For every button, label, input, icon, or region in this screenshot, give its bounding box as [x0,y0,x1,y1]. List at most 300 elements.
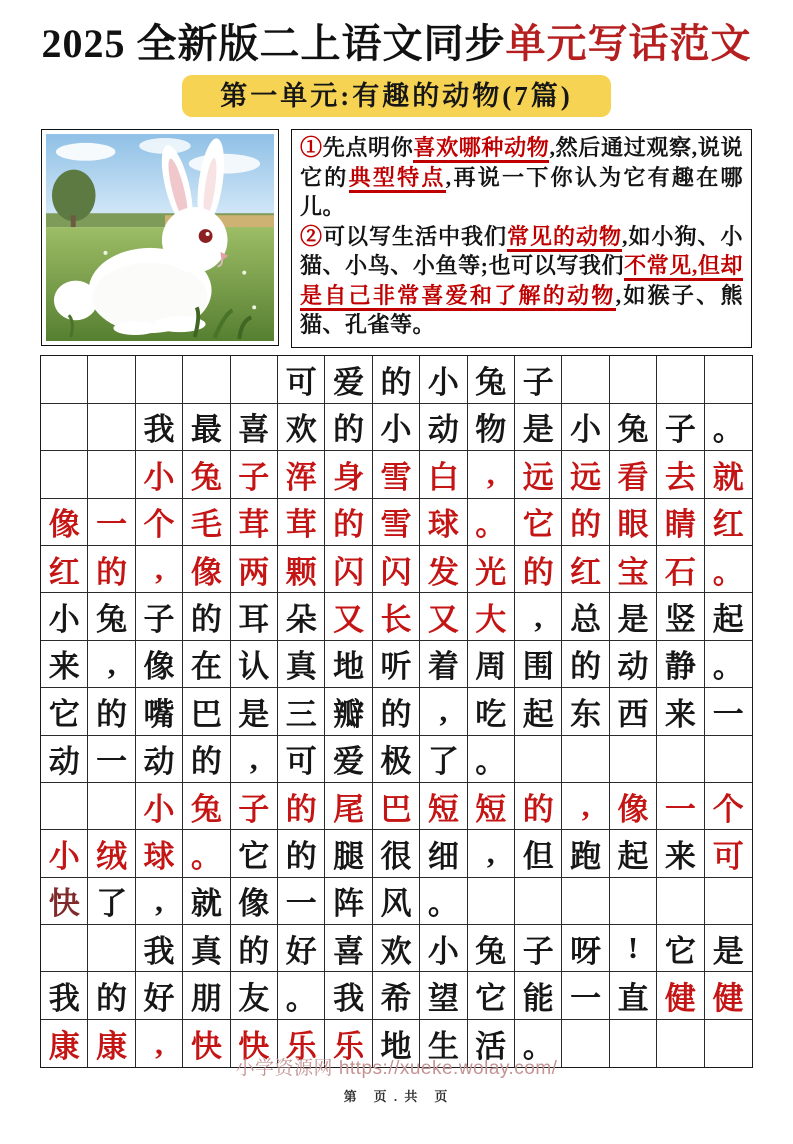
grid-cell [183,641,230,688]
grid-cell [325,783,372,830]
grid-character: , [155,1025,163,1061]
grid-character: 像 [48,507,80,543]
grid-cell [420,356,467,403]
grid-cell [88,593,135,640]
grid-character: 白 [427,459,459,495]
grid-character: 子 [238,791,270,827]
grid-character: 喜 [238,412,270,448]
grid-character: 跑 [570,838,602,874]
grid-cell [183,356,230,403]
grid-character: , [486,835,495,871]
instruction-text: 可以写生活中我们 [323,223,507,249]
grid-character: 闪 [380,554,412,590]
grid-character: 好 [143,981,175,1017]
grid-character: 欢 [380,933,412,969]
grid-cell [610,688,657,735]
grid-character: 了 [96,886,128,922]
grid-character: 远 [522,459,554,495]
grid-character: 希 [380,981,412,1017]
grid-character: , [534,598,543,634]
grid-character: 子 [238,459,270,495]
grid-cell [515,499,562,546]
grid-cell [88,878,135,925]
grid-cell [88,641,135,688]
rabbit-photo [41,129,279,346]
watermark-text: 小学资源网 https://xueke.wolay.com/ [235,1058,558,1080]
grid-character: 兔 [190,791,222,827]
grid-cell [610,878,657,925]
grid-character: 可 [712,838,744,874]
grid-cell [468,878,515,925]
grid-character: 乐 [285,1029,317,1065]
grid-character: 着 [427,649,459,685]
grid-cell [41,783,88,830]
grid-cell [136,499,183,546]
grid-character: 它 [664,933,696,969]
grid-character: , [107,645,116,681]
grid-character: 。 [522,1029,554,1065]
grid-cell [468,451,515,498]
grid-cell [88,546,135,593]
grid-cell [515,972,562,1019]
grid-character: 闪 [333,554,365,590]
grid-cell [373,499,420,546]
grid-character: 起 [617,838,649,874]
grid-character: 细 [427,838,459,874]
grid-cell [325,830,372,877]
grid-cell [278,783,325,830]
grid-cell [231,783,278,830]
grid-character: 物 [475,412,507,448]
grid-character: 看 [617,459,649,495]
grid-cell [373,972,420,1019]
grid-cell [41,404,88,451]
grid-character: 认 [238,649,270,685]
grid-character: 动 [143,744,175,780]
grid-cell [373,830,420,877]
grid-cell [373,546,420,593]
grid-cell [325,688,372,735]
grid-cell [468,925,515,972]
grid-cell [183,736,230,783]
grid-character: 毛 [190,507,222,543]
grid-character: 好 [285,933,317,969]
grid-cell [183,783,230,830]
page-title [0,22,793,66]
grid-cell [373,641,420,688]
grid-character: 像 [238,886,270,922]
grid-cell [278,593,325,640]
grid-character: 康 [48,1029,80,1065]
grid-character: 子 [143,602,175,638]
grid-cell [515,783,562,830]
grid-cell [420,688,467,735]
grid-cell [657,546,704,593]
grid-cell [373,783,420,830]
grid-cell [657,641,704,688]
grid-character: 乐 [333,1029,365,1065]
grid-cell [705,499,752,546]
grid-cell [705,593,752,640]
grid-character: , [439,693,448,729]
grid-cell [420,925,467,972]
grid-cell [373,356,420,403]
grid-character: 瓣 [333,696,365,732]
grid-cell [562,546,609,593]
instruction-text: ,如猴子、熊猫、孔雀等。 [300,282,743,338]
grid-character: 喜 [333,933,365,969]
title-black-part: 2025 全新版二上语文同步 [41,21,506,66]
grid-cell [468,546,515,593]
grid-character: 一 [96,507,128,543]
grid-cell [136,878,183,925]
grid-character: 红 [48,554,80,590]
grid-character: 是 [617,602,649,638]
grid-character: 宝 [617,554,649,590]
grid-cell [278,878,325,925]
grid-character: 球 [427,507,459,543]
grid-character: 的 [522,554,554,590]
grid-character: 眼 [617,507,649,543]
grid-cell [705,783,752,830]
grid-character: 我 [143,412,175,448]
grid-character: 子 [522,933,554,969]
grid-cell [136,404,183,451]
grid-cell [705,878,752,925]
grid-character: 朋 [190,981,222,1017]
grid-cell [657,688,704,735]
grid-character: 生 [427,1029,459,1065]
grid-character: 子 [522,365,554,401]
grid-cell [373,593,420,640]
grid-cell [468,356,515,403]
grid-cell [136,688,183,735]
grid-character: 可 [285,744,317,780]
grid-cell [183,878,230,925]
grid-character: 了 [427,744,459,780]
grid-cell [88,972,135,1019]
grid-cell [136,356,183,403]
grid-character: 听 [380,649,412,685]
grid-cell [231,878,278,925]
grid-cell [278,736,325,783]
grid-cell [515,878,562,925]
grid-character: 茸 [238,507,270,543]
grid-cell [183,593,230,640]
grid-character: 。 [712,554,744,590]
grid-cell [420,546,467,593]
grid-character: 来 [664,696,696,732]
grid-cell [373,878,420,925]
grid-character: 的 [380,696,412,732]
grid-character: 绒 [96,838,128,874]
grid-cell [468,830,515,877]
grid-cell [705,688,752,735]
writing-grid [40,355,753,1068]
grid-cell [610,783,657,830]
grid-character: , [155,882,163,918]
grid-cell [705,830,752,877]
grid-character: 快 [48,886,80,922]
grid-cell [136,925,183,972]
grid-character: 的 [190,744,222,780]
grid-character: 。 [427,886,459,922]
grid-character: 小 [143,791,175,827]
grid-cell [705,641,752,688]
grid-character: 地 [333,649,365,685]
grid-cell [562,736,609,783]
grid-cell [41,830,88,877]
grid-character: 健 [664,981,696,1017]
grid-character: 吃 [475,696,507,732]
grid-cell [41,356,88,403]
grid-cell [41,972,88,1019]
grid-character: 的 [96,981,128,1017]
grid-cell [136,641,183,688]
grid-cell [420,593,467,640]
grid-cell [231,593,278,640]
grid-character: 竖 [664,602,696,638]
grid-cell [610,972,657,1019]
grid-cell [420,878,467,925]
grid-cell [657,451,704,498]
grid-cell [610,404,657,451]
instruction-paragraph [300,222,743,340]
grid-cell [183,688,230,735]
grid-cell [657,830,704,877]
grid-cell [610,925,657,972]
grid-cell [325,546,372,593]
grid-cell [610,830,657,877]
grid-cell [231,546,278,593]
grid-character: 动 [427,412,459,448]
grid-character: 真 [285,649,317,685]
grid-character: 。 [475,744,507,780]
grid-character: 但 [522,838,554,874]
grid-character: , [249,740,258,776]
grid-cell [610,641,657,688]
grid-character: 小 [48,838,80,874]
grid-cell [705,736,752,783]
grid-cell [468,641,515,688]
grid-character: , [486,456,495,492]
grid-cell [610,546,657,593]
grid-character: 的 [285,791,317,827]
grid-cell [705,451,752,498]
grid-cell [468,783,515,830]
grid-character: 兔 [190,459,222,495]
grid-cell [515,641,562,688]
grid-cell [41,451,88,498]
grid-character: 风 [380,886,412,922]
grid-cell [657,783,704,830]
grid-character: 很 [380,838,412,874]
grid-character: 来 [664,838,696,874]
grid-cell [515,736,562,783]
grid-character: 的 [380,365,412,401]
grid-cell [88,830,135,877]
grid-cell [373,925,420,972]
grid-cell [705,972,752,1019]
grid-character: 动 [48,744,80,780]
grid-cell [183,404,230,451]
grid-cell [325,925,372,972]
grid-character: 的 [96,696,128,732]
grid-character: 身 [333,459,365,495]
grid-character: 像 [190,554,222,590]
grid-character: 长 [380,602,412,638]
grid-cell [231,404,278,451]
grid-cell [41,499,88,546]
grid-cell [278,830,325,877]
grid-character: 。 [285,981,317,1017]
grid-cell [136,593,183,640]
grid-character: 就 [190,886,222,922]
grid-character: 它 [522,507,554,543]
grid-cell [88,499,135,546]
grid-cell [41,925,88,972]
grid-cell [183,499,230,546]
grid-character: 巴 [190,696,222,732]
grid-character: 最 [190,412,222,448]
grid-cell [325,736,372,783]
grid-cell [325,593,372,640]
grid-character: 茸 [285,507,317,543]
grid-cell [278,404,325,451]
grid-cell [373,451,420,498]
grid-character: 是 [522,412,554,448]
instruction-text: 先点明你 [322,135,414,161]
grid-character: 友 [238,981,270,1017]
grid-character: 地 [380,1029,412,1065]
grid-character: 它 [238,838,270,874]
grid-character: 东 [570,696,602,732]
grid-character: 它 [48,696,80,732]
grid-cell [136,736,183,783]
grid-character: 极 [380,744,412,780]
grid-cell [231,688,278,735]
grid-cell [468,593,515,640]
grid-cell [468,972,515,1019]
grid-character: 我 [143,933,175,969]
grid-character: 红 [570,554,602,590]
grid-cell [183,546,230,593]
grid-character: 起 [522,696,554,732]
grid-character: 爱 [333,365,365,401]
grid-cell [705,546,752,593]
grid-character: 颗 [285,554,317,590]
grid-character: 它 [475,981,507,1017]
grid-cell [705,925,752,972]
grid-character: 浑 [285,459,317,495]
grid-character: 睛 [664,507,696,543]
grid-character: 快 [238,1029,270,1065]
grid-cell [420,499,467,546]
grid-cell [88,688,135,735]
grid-character: 雪 [380,507,412,543]
grid-character: 去 [664,459,696,495]
grid-cell [515,404,562,451]
grid-character: 是 [238,696,270,732]
grid-character: 。 [712,412,744,448]
grid-character: 的 [570,649,602,685]
grid-character: 起 [712,602,744,638]
grid-character: 腿 [333,838,365,874]
grid-character: 的 [96,554,128,590]
grid-cell [231,925,278,972]
grid-character: 来 [48,649,80,685]
grid-cell [278,499,325,546]
instruction-highlight: 常见的动物 [507,224,622,252]
grid-character: 嘴 [143,696,175,732]
instruction-paragraph [300,133,743,222]
grid-cell [562,972,609,1019]
grid-cell [88,736,135,783]
grid-cell [562,830,609,877]
grid-cell [420,404,467,451]
grid-cell [657,878,704,925]
writing-tips-box [291,129,752,348]
grid-character: 欢 [285,412,317,448]
grid-character: 动 [617,649,649,685]
grid-character: 是 [712,933,744,969]
grid-cell [610,356,657,403]
grid-character: 兔 [96,602,128,638]
grid-character: 健 [712,981,744,1017]
grid-character: 西 [617,696,649,732]
grid-cell [231,641,278,688]
grid-character: 能 [522,981,554,1017]
grid-cell [41,546,88,593]
grid-cell [373,736,420,783]
grid-cell [88,783,135,830]
grid-character: 小 [380,412,412,448]
grid-character: 小 [143,459,175,495]
grid-character: 就 [712,459,744,495]
grid-character: 个 [143,507,175,543]
instruction-text: ,然后通过观察,说说它的 [300,135,743,190]
grid-character: 光 [475,554,507,590]
grid-character: 一 [570,981,602,1017]
subtitle-row [0,75,793,117]
grid-character: 短 [427,791,459,827]
grid-cell [562,925,609,972]
grid-cell [278,688,325,735]
grid-cell [231,499,278,546]
grid-character: , [581,788,590,824]
grid-character: 我 [333,981,365,1017]
grid-character: 阵 [333,886,365,922]
grid-cell [515,546,562,593]
grid-character: 在 [190,649,222,685]
grid-cell [325,878,372,925]
grid-cell [420,783,467,830]
grid-character: 尾 [333,791,365,827]
grid-cell [705,356,752,403]
grid-cell [468,736,515,783]
instruction-text: ,如小狗、小猫、小鸟、小鱼等;也可以写我们 [300,223,743,279]
worksheet-page [0,22,793,1144]
rabbit-photo-illustration [46,134,274,341]
grid-cell [515,688,562,735]
grid-cell [278,356,325,403]
instruction-highlight: 喜欢哪种动物 [413,135,549,163]
grid-cell [515,356,562,403]
grid-cell [183,972,230,1019]
grid-cell [562,451,609,498]
grid-character: 小 [427,365,459,401]
grid-character: 个 [712,791,744,827]
